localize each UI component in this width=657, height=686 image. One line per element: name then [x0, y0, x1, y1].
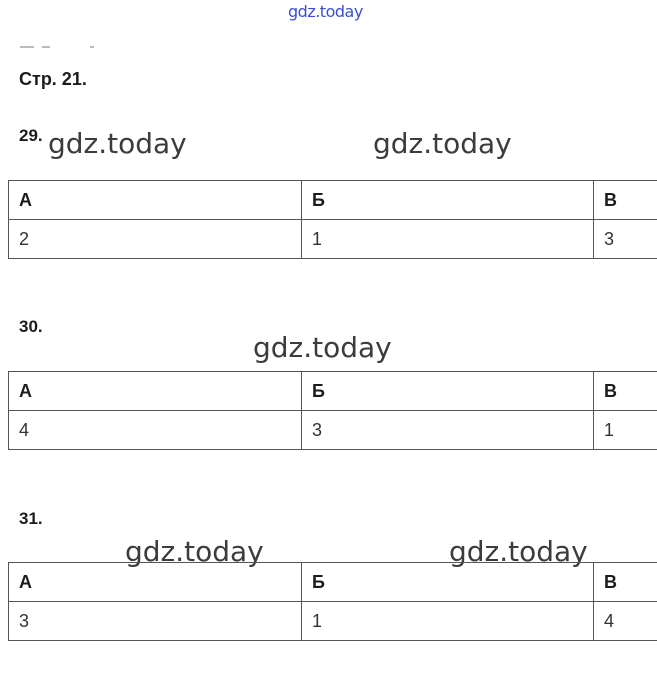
table-header-row: [9, 372, 657, 411]
watermark: gdz.today: [373, 127, 512, 160]
table-row: [9, 602, 657, 641]
answer-cell-a: 2: [9, 220, 302, 259]
answer-cell-v: 4: [594, 602, 657, 641]
watermark-top: gdz.today: [288, 2, 363, 21]
question-number-31: 31.: [19, 509, 43, 528]
column-header-a: А: [9, 181, 302, 220]
decorative-mark: [20, 46, 100, 50]
answer-table-30: [8, 371, 657, 450]
column-header-v: В: [594, 563, 657, 602]
column-header-b: Б: [302, 181, 594, 220]
answer-cell-v: 3: [594, 220, 657, 259]
answer-table-31: [8, 562, 657, 641]
answer-cell-b: 3: [302, 411, 594, 450]
answer-cell-b: 1: [302, 220, 594, 259]
watermark: gdz.today: [125, 535, 264, 568]
question-number-30: 30.: [19, 317, 43, 336]
column-header-b: Б: [302, 372, 594, 411]
answer-cell-v: 1: [594, 411, 657, 450]
answer-cell-a: 4: [9, 411, 302, 450]
page-title: Стр. 21.: [19, 69, 87, 89]
watermark: gdz.today: [48, 127, 187, 160]
answer-cell-b: 1: [302, 602, 594, 641]
column-header-a: А: [9, 372, 302, 411]
column-header-v: В: [594, 372, 657, 411]
watermark: gdz.today: [449, 535, 588, 568]
table-row: [9, 220, 657, 259]
column-header-a: А: [9, 563, 302, 602]
table-header-row: [9, 563, 657, 602]
column-header-v: В: [594, 181, 657, 220]
answer-cell-a: 3: [9, 602, 302, 641]
table-header-row: [9, 181, 657, 220]
answer-table-29: [8, 180, 657, 259]
watermark: gdz.today: [253, 331, 392, 364]
table-row: [9, 411, 657, 450]
question-number-29: 29.: [19, 126, 43, 145]
column-header-b: Б: [302, 563, 594, 602]
